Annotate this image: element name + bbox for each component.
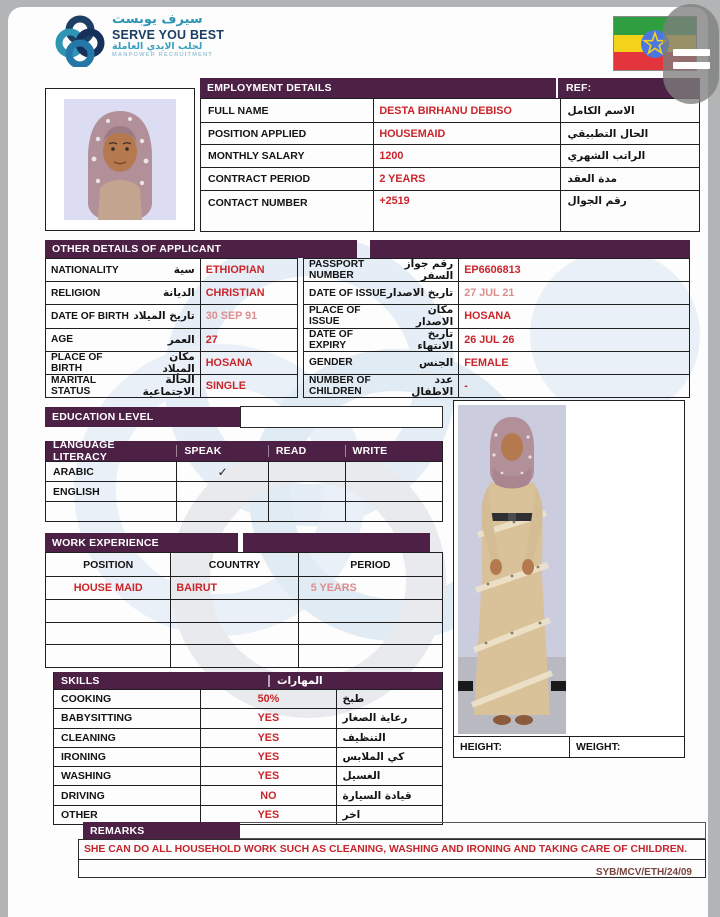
field-label-arabic: الاسم الكامل	[560, 99, 699, 122]
field-label-cell	[46, 352, 200, 374]
language-literacy-table	[45, 441, 443, 522]
table-row	[201, 99, 699, 122]
field-label-arabic: تاريخ الاصدار	[386, 287, 454, 300]
skill-label: DRIVING	[61, 789, 105, 802]
employment-details-section	[200, 78, 700, 232]
brand-name: SERVE YOU BEST	[112, 27, 225, 42]
skill-label: BABYSITTING	[61, 712, 133, 725]
column-header: WRITE	[345, 445, 443, 457]
field-label-arabic: الراتب الشهري	[560, 145, 699, 167]
other-details-left-table	[45, 258, 298, 398]
write-cell	[345, 502, 442, 521]
skill-value: YES	[200, 709, 335, 727]
applicant-fullbody-photo	[458, 405, 566, 734]
position-value	[46, 623, 170, 645]
field-label-arabic: مكان الميلاد	[162, 351, 195, 374]
period-value	[298, 623, 442, 645]
skill-label-arabic: رعاية الصغار	[336, 709, 442, 727]
skill-label-arabic: اخر	[336, 806, 442, 824]
language-name: ARABIC	[53, 465, 94, 478]
field-label-arabic: رقم جواز السفر	[404, 259, 454, 282]
write-cell	[345, 462, 442, 481]
field-label-cell	[46, 375, 200, 397]
skill-value: 50%	[200, 690, 335, 708]
field-label-arabic: رقم الجوال	[560, 191, 699, 231]
table-row	[304, 281, 689, 304]
field-value: ETHIOPIAN	[200, 259, 297, 281]
work-experience-title: WORK EXPERIENCE	[52, 536, 159, 549]
table-row	[46, 622, 442, 645]
field-value: 2 YEARS	[373, 168, 559, 190]
position-value	[46, 600, 170, 622]
field-label: DATE OF BIRTH	[51, 310, 129, 322]
country-value	[170, 600, 297, 622]
field-label: POSITION APPLIED	[208, 127, 307, 140]
field-label: DATE OF ISSUE	[309, 287, 387, 299]
table-row	[46, 304, 297, 327]
other-details-right-table	[303, 258, 690, 398]
period-value: 5 YEARS	[298, 577, 442, 599]
write-cell	[345, 482, 442, 501]
field-label-arabic: العمر	[167, 333, 195, 346]
table-row	[201, 167, 699, 190]
skill-label-arabic: الغسيل	[336, 767, 442, 785]
skill-label-arabic: طبخ	[336, 690, 442, 708]
position-value: HOUSE MAID	[73, 581, 143, 594]
remarks-title: REMARKS	[90, 824, 145, 837]
column-header: SPEAK	[176, 445, 268, 457]
logo-rings-icon	[55, 13, 105, 67]
field-label-cell	[304, 329, 458, 351]
period-value	[298, 645, 442, 667]
skill-label-arabic: التنظيف	[336, 729, 442, 747]
brand-logo	[55, 13, 224, 67]
field-label: CONTACT NUMBER	[208, 196, 308, 209]
field-label: CONTRACT PERIOD	[208, 173, 311, 185]
table-row	[46, 644, 442, 667]
column-header: LANGUAGE LITERACY	[53, 439, 115, 463]
table-row	[46, 259, 297, 281]
table-row	[54, 728, 442, 747]
field-label-cell	[46, 329, 200, 351]
read-cell	[268, 462, 345, 481]
field-label-arabic: سية	[173, 264, 195, 277]
skill-value: YES	[200, 748, 335, 766]
employment-details-header	[200, 78, 700, 98]
education-level-value	[240, 406, 443, 428]
field-value: HOUSEMAID	[373, 123, 559, 144]
field-value: HOSANA	[458, 305, 689, 327]
skill-label: WASHING	[61, 770, 112, 783]
weight-label: WEIGHT:	[569, 737, 684, 757]
table-row	[304, 351, 689, 374]
other-details-header-right	[370, 240, 690, 258]
table-row	[46, 461, 442, 481]
remarks-header-box	[240, 822, 706, 839]
education-level-title: EDUCATION LEVEL	[52, 411, 154, 423]
education-level-header	[45, 407, 240, 427]
read-cell	[268, 502, 345, 521]
remarks-header	[83, 822, 240, 839]
table-row	[201, 122, 699, 144]
field-value: CHRISTIAN	[200, 282, 297, 304]
field-label: RELIGION	[51, 287, 101, 299]
field-label-cell	[304, 375, 458, 397]
column-header: PERIOD	[298, 553, 442, 576]
table-row	[201, 190, 699, 231]
table-row	[54, 766, 442, 785]
field-label-cell	[46, 259, 200, 281]
field-value: EP6606813	[458, 259, 689, 281]
column-header: POSITION	[83, 558, 134, 571]
field-label-arabic: الحالة الاجتماعية	[142, 374, 195, 398]
language-header-row	[46, 441, 442, 461]
table-row	[201, 144, 699, 167]
field-label-cell	[304, 305, 458, 327]
document-code: SYB/MCV/ETH/24/09	[595, 867, 692, 878]
floating-menu-button[interactable]	[663, 4, 719, 104]
work-experience-header	[45, 533, 238, 552]
field-value: 27 JUL 21	[458, 282, 689, 304]
skill-label: IRONING	[61, 750, 106, 763]
field-label: NUMBER OF CHILDREN	[309, 374, 371, 397]
field-label: PASSPORT NUMBER	[309, 259, 365, 282]
country-value: BAIRUT	[170, 577, 297, 599]
field-label: MARITAL STATUS	[51, 374, 96, 397]
field-value: 30 SEP 91	[200, 305, 297, 327]
brand-name-arabic: سيرف يوبست	[112, 12, 203, 27]
menu-line-icon	[673, 62, 710, 69]
field-value: 1200	[373, 145, 559, 167]
field-label-arabic: الديانة	[162, 287, 195, 300]
field-label: FULL NAME	[208, 104, 269, 117]
table-row	[46, 599, 442, 622]
field-label-cell	[46, 305, 200, 327]
work-header-row	[46, 553, 442, 576]
field-label-arabic: الجنس	[418, 356, 454, 369]
work-experience-table	[45, 552, 443, 668]
skills-title-arabic: المهارات	[268, 675, 442, 687]
table-row	[46, 481, 442, 501]
other-details-title: OTHER DETAILS OF APPLICANT	[52, 243, 222, 255]
field-label-cell	[46, 282, 200, 304]
field-label-cell	[304, 282, 458, 304]
speak-cell	[176, 482, 268, 501]
field-label: NATIONALITY	[51, 264, 119, 276]
position-value	[46, 645, 170, 667]
field-value: FEMALE	[458, 352, 689, 374]
skill-label: COOKING	[61, 693, 112, 706]
field-value: DESTA BIRHANU DEBISO	[373, 99, 559, 122]
table-row	[54, 708, 442, 727]
table-row	[54, 785, 442, 804]
skill-label-arabic: كي الملابس	[336, 748, 442, 766]
field-label: GENDER	[309, 357, 353, 369]
field-label: DATE OF EXPIRY	[309, 328, 353, 351]
field-value: -	[458, 375, 689, 397]
table-row	[46, 351, 297, 374]
field-value: 27	[200, 329, 297, 351]
table-row	[54, 689, 442, 708]
ref-label: REF:	[566, 82, 592, 94]
skills-title: SKILLS	[61, 674, 100, 687]
field-value: SINGLE	[200, 375, 297, 397]
country-value	[170, 623, 297, 645]
skill-value: YES	[200, 729, 335, 747]
field-label-arabic: مكان الاصدار	[415, 305, 454, 328]
brand-tagline: MANPOWER RECRUITMENT	[112, 52, 213, 59]
height-label: HEIGHT:	[460, 741, 502, 753]
employment-details-title: EMPLOYMENT DETAILS	[207, 82, 332, 94]
field-label: PLACE OF BIRTH	[51, 351, 103, 374]
table-row	[54, 747, 442, 766]
skill-value: YES	[200, 806, 335, 824]
table-row	[304, 374, 689, 397]
applicant-headshot-photo	[64, 99, 176, 220]
table-row	[304, 304, 689, 327]
field-value: HOSANA	[200, 352, 297, 374]
field-value: +2519	[373, 191, 559, 231]
header-divider	[556, 78, 558, 98]
column-header: READ	[268, 445, 345, 457]
field-label: AGE	[51, 334, 74, 346]
field-label-cell	[304, 352, 458, 374]
field-label-arabic: تاريخ الانتهاء	[417, 328, 454, 351]
field-label-arabic: مدة العقد	[560, 168, 699, 190]
other-details-header	[45, 240, 357, 258]
read-cell	[268, 482, 345, 501]
skill-label: CLEANING	[61, 731, 116, 744]
brand-tagline-arabic: لجلب الايدي العاملة	[112, 40, 203, 52]
field-label-arabic: الحال التطبيقي	[560, 123, 699, 144]
field-label: PLACE OF ISSUE	[309, 305, 361, 328]
field-label-cell	[304, 259, 458, 281]
work-experience-header-right	[243, 533, 430, 552]
table-row	[46, 576, 442, 599]
field-label-arabic: عدد الاطفال	[411, 374, 454, 398]
field-label: MONTHLY SALARY	[208, 150, 305, 162]
table-row	[46, 501, 442, 521]
field-value: 26 JUL 26	[458, 329, 689, 351]
country-value	[170, 645, 297, 667]
skill-value: NO	[200, 786, 335, 804]
table-row	[304, 259, 689, 281]
skills-table	[53, 672, 443, 825]
table-row	[46, 374, 297, 397]
applicant-headshot-frame	[45, 88, 195, 231]
skill-label-arabic: قيادة السيارة	[336, 786, 442, 804]
language-name	[46, 502, 176, 521]
skill-value: YES	[200, 767, 335, 785]
table-row	[46, 328, 297, 351]
remarks-text: SHE CAN DO ALL HOUSEHOLD WORK SUCH AS CLEANING, WASHING AND IRONING AND TAKING CARE OF CHILDREN.	[78, 839, 706, 860]
fullbody-photo-panel	[453, 400, 685, 758]
column-header: COUNTRY	[170, 553, 297, 576]
table-row	[304, 328, 689, 351]
skill-label: OTHER	[61, 808, 98, 821]
field-label-arabic: تاريخ الميلاد	[133, 310, 195, 323]
skills-header-row	[54, 672, 442, 689]
table-row	[46, 281, 297, 304]
speak-cell	[176, 502, 268, 521]
language-name: ENGLISH	[53, 485, 100, 498]
period-value	[298, 600, 442, 622]
speak-checkmark: ✓	[176, 462, 268, 481]
menu-line-icon	[673, 49, 710, 56]
